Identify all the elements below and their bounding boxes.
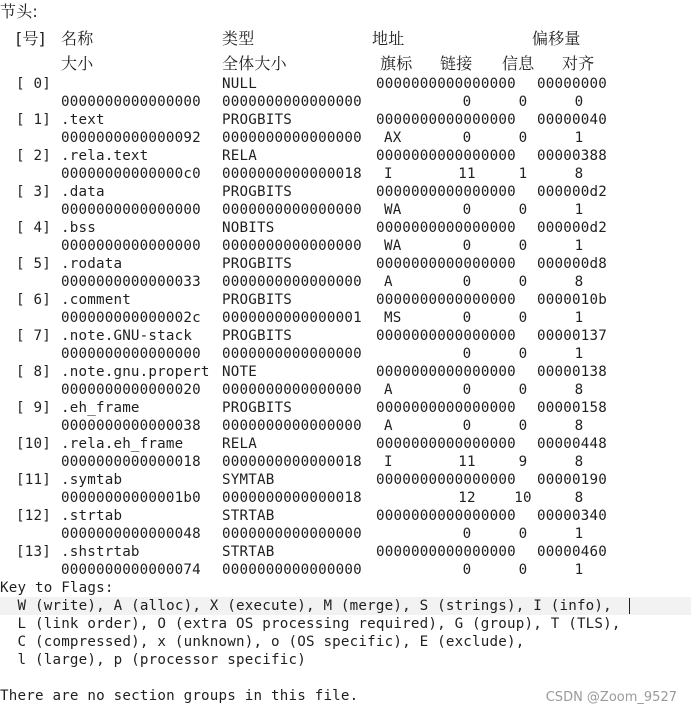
section-flags: WA	[384, 202, 402, 218]
section-info: 0	[518, 130, 528, 146]
section-address: 0000000000000000	[376, 256, 516, 272]
section-address: 0000000000000000	[376, 364, 516, 380]
section-entsize: 0000000000000000	[222, 526, 362, 542]
section-flags: AX	[384, 130, 402, 146]
section-info: 10	[514, 490, 532, 506]
section-offset: 00000340	[537, 508, 607, 524]
section-address: 0000000000000000	[376, 76, 516, 92]
section-info: 0	[518, 274, 528, 290]
section-num: [ 8]	[16, 364, 51, 380]
section-type: STRTAB	[222, 508, 275, 524]
section-num: [11]	[16, 472, 51, 488]
header-type: 类型	[222, 29, 255, 48]
section-name: .data	[61, 184, 105, 200]
section-link: 0	[462, 382, 472, 398]
section-size: 0000000000000000	[61, 94, 201, 110]
section-link: 0	[462, 310, 472, 326]
section-type: PROGBITS	[222, 400, 292, 416]
section-name: .rela.text	[61, 148, 149, 164]
section-name: .strtab	[61, 508, 123, 524]
header-link: 链接	[440, 54, 473, 73]
header-entsize: 全体大小	[222, 54, 287, 73]
section-link: 0	[462, 418, 472, 434]
section-name: .rela.eh_frame	[61, 436, 184, 452]
section-offset: 000000d2	[537, 184, 607, 200]
header-address: 地址	[372, 29, 405, 48]
section-address: 0000000000000000	[376, 184, 516, 200]
section-size: 0000000000000000	[61, 238, 201, 254]
section-size: 0000000000000000	[61, 346, 201, 362]
section-link: 11	[458, 166, 476, 182]
section-info: 1	[518, 166, 528, 182]
section-entsize: 0000000000000000	[222, 202, 362, 218]
section-entsize: 0000000000000000	[222, 562, 362, 578]
section-offset: 00000460	[537, 544, 607, 560]
section-size: 0000000000000074	[61, 562, 201, 578]
key-to-flags-line: W (write), A (alloc), X (execute), M (merge), S (strings), I (info),	[0, 598, 612, 614]
header-offset: 偏移量	[532, 29, 581, 48]
section-offset: 00000138	[537, 364, 607, 380]
section-size: 0000000000000038	[61, 418, 201, 434]
section-name: .comment	[61, 292, 131, 308]
key-to-flags-line: l (large), p (processor specific)	[0, 652, 306, 668]
header-num: [号]	[16, 29, 46, 48]
section-type: PROGBITS	[222, 256, 292, 272]
section-info: 0	[518, 310, 528, 326]
section-size: 0000000000000048	[61, 526, 201, 542]
section-align: 8	[574, 166, 584, 182]
section-type: NOTE	[222, 364, 257, 380]
section-name: .bss	[61, 220, 96, 236]
section-flags: WA	[384, 238, 402, 254]
section-address: 0000000000000000	[376, 112, 516, 128]
section-num: [ 9]	[16, 400, 51, 416]
header-name: 名称	[61, 29, 94, 48]
section-link: 0	[462, 94, 472, 110]
section-address: 0000000000000000	[376, 328, 516, 344]
section-type: RELA	[222, 436, 257, 452]
section-entsize: 0000000000000000	[222, 418, 362, 434]
section-link: 0	[462, 130, 472, 146]
section-name: .text	[61, 112, 105, 128]
section-type: NOBITS	[222, 220, 275, 236]
section-entsize: 0000000000000001	[222, 310, 362, 326]
section-offset: 0000010b	[537, 292, 607, 308]
header-size: 大小	[61, 54, 94, 73]
section-info: 0	[518, 526, 528, 542]
section-type: PROGBITS	[222, 292, 292, 308]
section-name: .rodata	[61, 256, 123, 272]
section-size: 0000000000000018	[61, 454, 201, 470]
section-num: [10]	[16, 436, 51, 452]
section-type: PROGBITS	[222, 328, 292, 344]
section-align: 1	[574, 562, 584, 578]
section-num: [ 7]	[16, 328, 51, 344]
section-entsize: 0000000000000000	[222, 346, 362, 362]
section-name: .note.gnu.propert	[61, 364, 210, 380]
section-info: 0	[518, 382, 528, 398]
section-entsize: 0000000000000000	[222, 94, 362, 110]
section-size: 0000000000000000	[61, 202, 201, 218]
section-offset: 00000158	[537, 400, 607, 416]
section-entsize: 0000000000000000	[222, 382, 362, 398]
section-entsize: 0000000000000000	[222, 130, 362, 146]
section-entsize: 0000000000000018	[222, 454, 362, 470]
section-num: [ 5]	[16, 256, 51, 272]
section-address: 0000000000000000	[376, 508, 516, 524]
section-align: 8	[574, 382, 584, 398]
section-address: 0000000000000000	[376, 436, 516, 452]
section-num: [ 3]	[16, 184, 51, 200]
section-address: 0000000000000000	[376, 148, 516, 164]
section-type: STRTAB	[222, 544, 275, 560]
section-num: [ 2]	[16, 148, 51, 164]
key-to-flags-line: L (link order), O (extra OS processing required), G (group), T (TLS),	[0, 616, 621, 632]
section-link: 12	[458, 490, 476, 506]
section-num: [ 1]	[16, 112, 51, 128]
section-info: 0	[518, 238, 528, 254]
section-address: 0000000000000000	[376, 292, 516, 308]
section-link: 0	[462, 562, 472, 578]
section-align: 1	[574, 310, 584, 326]
section-address: 0000000000000000	[376, 544, 516, 560]
section-size: 0000000000000033	[61, 274, 201, 290]
section-link: 0	[462, 238, 472, 254]
section-offset: 00000000	[537, 76, 607, 92]
section-info: 0	[518, 562, 528, 578]
section-size: 0000000000000092	[61, 130, 201, 146]
header-flags: 旗标	[380, 54, 413, 73]
section-type: RELA	[222, 148, 257, 164]
section-info: 0	[518, 346, 528, 362]
section-flags: A	[384, 382, 393, 398]
section-flags: A	[384, 418, 393, 434]
section-entsize: 0000000000000000	[222, 274, 362, 290]
section-align: 0	[574, 94, 584, 110]
section-link: 0	[462, 346, 472, 362]
section-offset: 000000d2	[537, 220, 607, 236]
section-align: 1	[574, 526, 584, 542]
section-offset: 000000d8	[537, 256, 607, 272]
section-entsize: 0000000000000018	[222, 490, 362, 506]
section-name: .eh_frame	[61, 400, 140, 416]
section-link: 11	[458, 454, 476, 470]
section-headers-label: 节头:	[0, 2, 38, 21]
section-align: 1	[574, 130, 584, 146]
section-align: 1	[574, 238, 584, 254]
section-align: 1	[574, 346, 584, 362]
section-num: [ 0]	[16, 76, 51, 92]
section-offset: 00000040	[537, 112, 607, 128]
section-address: 0000000000000000	[376, 472, 516, 488]
section-entsize: 0000000000000000	[222, 238, 362, 254]
section-align: 8	[574, 274, 584, 290]
section-align: 8	[574, 490, 584, 506]
header-info: 信息	[502, 54, 535, 73]
section-offset: 00000137	[537, 328, 607, 344]
section-info: 9	[518, 454, 528, 470]
section-num: [13]	[16, 544, 51, 560]
section-type: PROGBITS	[222, 112, 292, 128]
section-num: [ 6]	[16, 292, 51, 308]
section-num: [ 4]	[16, 220, 51, 236]
section-info: 0	[518, 94, 528, 110]
section-num: [12]	[16, 508, 51, 524]
section-align: 8	[574, 454, 584, 470]
section-type: SYMTAB	[222, 472, 275, 488]
section-link: 0	[462, 274, 472, 290]
section-address: 0000000000000000	[376, 400, 516, 416]
section-offset: 00000448	[537, 436, 607, 452]
section-info: 0	[518, 202, 528, 218]
section-name: .symtab	[61, 472, 123, 488]
section-flags: I	[384, 166, 393, 182]
section-size: 00000000000001b0	[61, 490, 201, 506]
section-link: 0	[462, 202, 472, 218]
section-offset: 00000190	[537, 472, 607, 488]
key-to-flags-line: C (compressed), x (unknown), o (OS specific), E (exclude),	[0, 634, 525, 650]
section-size: 000000000000002c	[61, 310, 201, 326]
section-name: .shstrtab	[61, 544, 140, 560]
section-name: .note.GNU-stack	[61, 328, 193, 344]
section-flags: MS	[384, 310, 402, 326]
section-type: PROGBITS	[222, 184, 292, 200]
section-size: 0000000000000020	[61, 382, 201, 398]
section-flags: I	[384, 454, 393, 470]
text-cursor	[629, 598, 630, 614]
section-link: 0	[462, 526, 472, 542]
header-align: 对齐	[562, 54, 595, 73]
footer-message: There are no section groups in this file.	[0, 688, 359, 704]
section-info: 0	[518, 418, 528, 434]
section-size: 00000000000000c0	[61, 166, 201, 182]
section-entsize: 0000000000000018	[222, 166, 362, 182]
section-align: 8	[574, 418, 584, 434]
section-type: NULL	[222, 76, 257, 92]
section-offset: 00000388	[537, 148, 607, 164]
section-align: 1	[574, 202, 584, 218]
key-to-flags-title: Key to Flags:	[0, 580, 114, 596]
watermark-text: CSDN @Zoom_9527	[545, 690, 677, 705]
section-flags: A	[384, 274, 393, 290]
section-address: 0000000000000000	[376, 220, 516, 236]
